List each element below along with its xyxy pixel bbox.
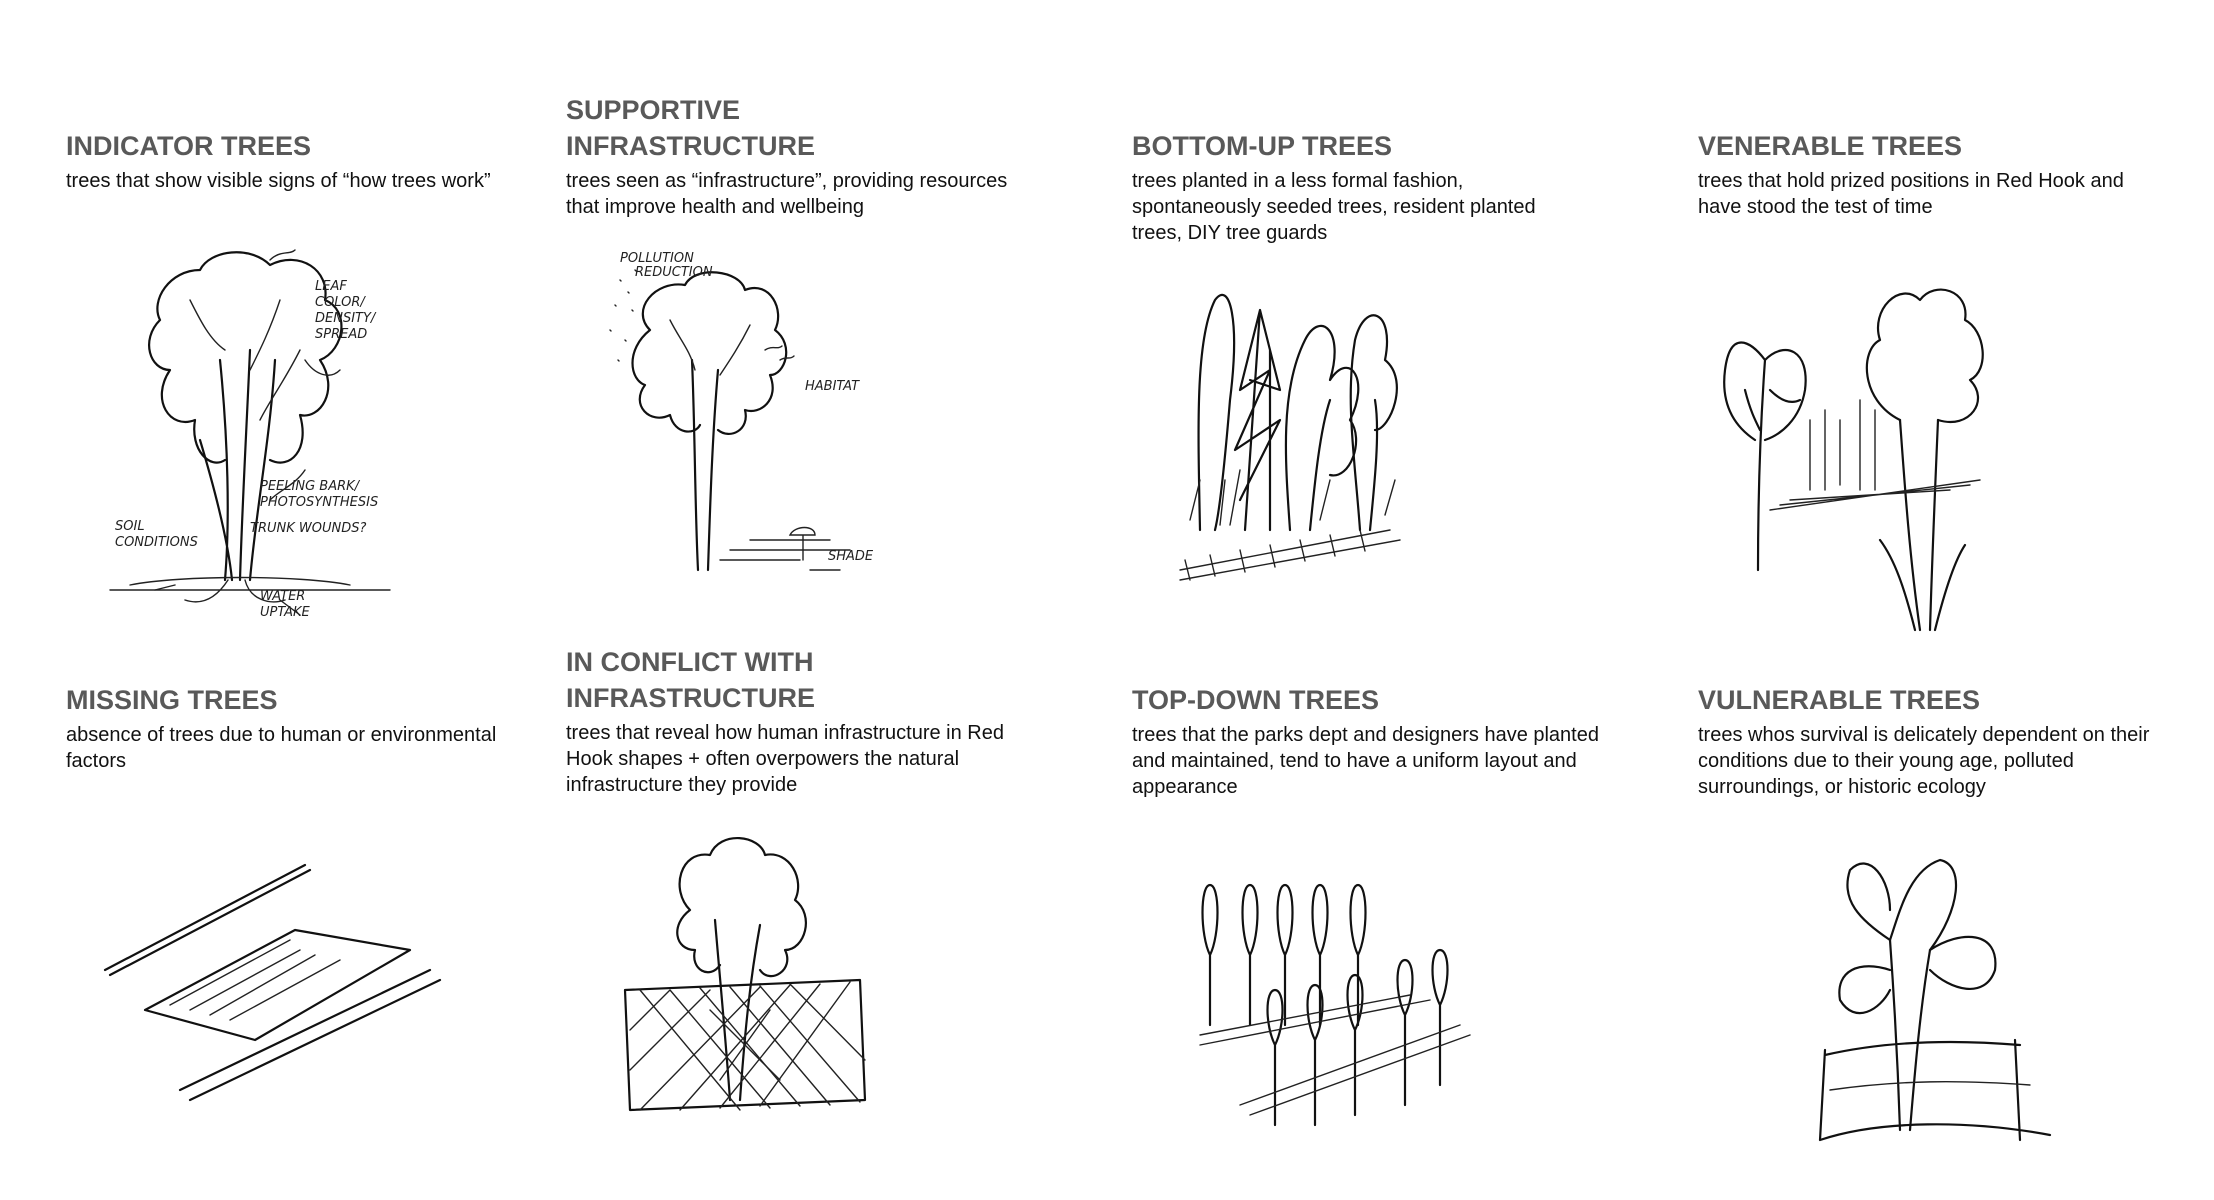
card-title: VULNERABLE TREES bbox=[1698, 685, 1981, 715]
annotation-photosynthesis: PHOTOSYNTHESIS bbox=[260, 495, 379, 510]
card-title: INDICATOR TREES bbox=[66, 131, 312, 161]
annotation-pollution: POLLUTION bbox=[620, 251, 694, 266]
empty-pit-sketch-icon bbox=[90, 860, 450, 1110]
card-title: MISSING TREES bbox=[66, 685, 278, 715]
card-top-down-trees bbox=[1132, 682, 1602, 800]
tree-annotated-sketch-icon bbox=[100, 240, 460, 630]
card-description: absence of trees due to human or environmental factors bbox=[66, 724, 497, 772]
annotation-leaf: LEAF bbox=[315, 279, 347, 294]
annotation-uptake: UPTAKE bbox=[260, 605, 310, 620]
card-bottom-up-trees bbox=[1132, 128, 1592, 246]
card-in-conflict-with-infrastructure bbox=[566, 644, 1046, 798]
annotation-reduction: REDUCTION bbox=[635, 265, 713, 280]
card-title: TOP-DOWN TREES bbox=[1132, 685, 1380, 715]
annotation-density: DENSITY/ bbox=[315, 311, 376, 326]
annotation-water: WATER bbox=[260, 589, 306, 604]
card-title: BOTTOM-UP TREES bbox=[1132, 131, 1393, 161]
annotation-peeling-bark: PEELING BARK/ bbox=[260, 479, 360, 494]
card-description: trees that hold prized positions in Red Hook and have stood the test of time bbox=[1698, 170, 2124, 218]
annotation-color: COLOR/ bbox=[315, 295, 365, 310]
tree-services-sketch-icon bbox=[600, 250, 900, 600]
card-title: VENERABLE TREES bbox=[1698, 131, 1963, 161]
card-missing-trees bbox=[66, 682, 536, 774]
annotation-trunk-wounds: TRUNK WOUNDS? bbox=[250, 521, 367, 536]
card-title: IN CONFLICT WITH INFRASTRUCTURE bbox=[566, 647, 815, 713]
card-description: trees that the parks dept and designers have planted and maintained, tend to have a uniform layout and appearance bbox=[1132, 724, 1599, 798]
card-venerable-trees bbox=[1698, 128, 2168, 220]
card-description: trees whos survival is delicately dependent on their conditions due to their young age, polluted surroundings, or historic ecology bbox=[1698, 724, 2150, 798]
annotation-habitat: HABITAT bbox=[805, 379, 860, 394]
card-description: trees that show visible signs of “how trees work” bbox=[66, 170, 491, 192]
tree-fence-sketch-icon bbox=[620, 830, 900, 1160]
young-tree-sketch-icon bbox=[1780, 840, 2060, 1170]
card-description: trees that reveal how human infrastructure in Red Hook shapes + often overpowers the natural infrastructure they provide bbox=[566, 722, 1004, 796]
card-description: trees seen as “infrastructure”, providing resources that improve health and wellbeing bbox=[566, 170, 1008, 218]
card-title: SUPPORTIVE INFRASTRUCTURE bbox=[566, 95, 815, 161]
annotation-spread: SPREAD bbox=[315, 327, 368, 342]
tree-grove-sketch-icon bbox=[1170, 280, 1420, 600]
card-indicator-trees bbox=[66, 128, 566, 194]
card-description: trees planted in a less formal fashion, spontaneously seeded trees, resident planted trees, DIY tree guards bbox=[1132, 170, 1536, 244]
annotation-soil: SOIL bbox=[115, 519, 145, 534]
card-supportive-infrastructure bbox=[566, 92, 1046, 220]
annotation-shade: SHADE bbox=[828, 549, 874, 564]
old-trees-sketch-icon bbox=[1710, 260, 2010, 640]
card-vulnerable-trees bbox=[1698, 682, 2168, 800]
tree-rows-sketch-icon bbox=[1180, 875, 1480, 1155]
annotation-conditions: CONDITIONS bbox=[115, 535, 198, 550]
